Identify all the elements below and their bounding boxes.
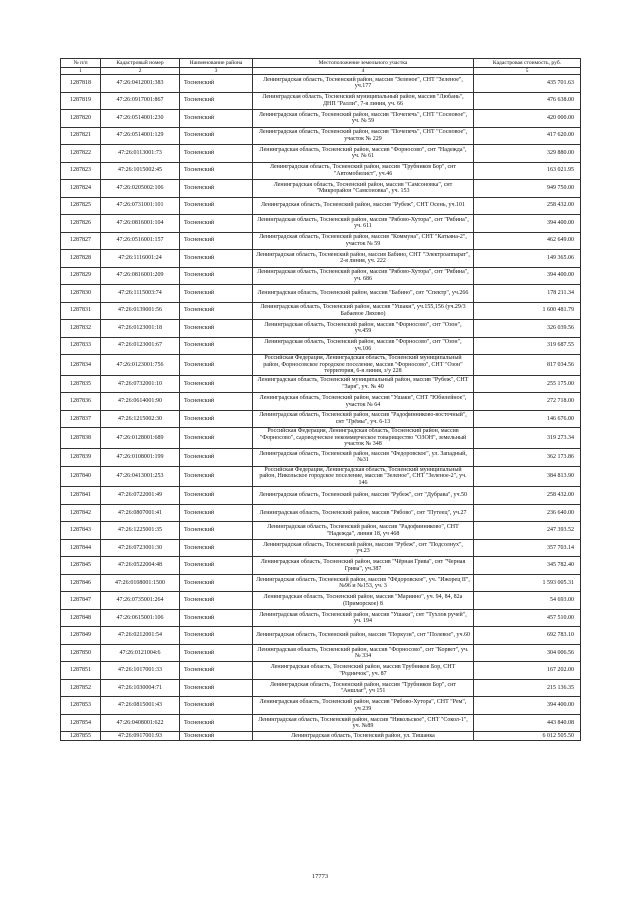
location-cell: Ленинградская область, Тосненский район, массив "Самсоновка", снт "Микрорайон "Самсоновка", уч. 153 xyxy=(253,180,474,198)
district-cell: Тосненский xyxy=(180,285,253,303)
cadastral-value-cell: 54 693.00 xyxy=(474,592,581,610)
district-cell: Тосненский xyxy=(180,215,253,233)
table-row xyxy=(61,320,581,338)
district-cell: Тосненский xyxy=(180,180,253,198)
cadastral-value-cell: 304 006.56 xyxy=(474,644,581,662)
cadastral-value-cell: 394 400.00 xyxy=(474,697,581,715)
row-number-cell: 1287820 xyxy=(61,110,101,128)
cadastral-number-cell: 47:26:0917001:867 xyxy=(101,92,180,110)
row-number-cell: 1287840 xyxy=(61,466,101,487)
location-cell: Ленинградская область, Тосненский район, массив "Рябово-Хутора", снт "Рябина", уч. 686 xyxy=(253,267,474,285)
district-cell: Тосненский xyxy=(180,557,253,575)
cadastral-number-cell: 47:26:1115003:74 xyxy=(101,285,180,303)
cadastral-value-cell: 692 783.10 xyxy=(474,627,581,645)
district-cell: Тосненский xyxy=(180,428,253,449)
location-cell: Ленинградская область, Тосненский район, массив "Чёрная Грива", снт "Черная Грива", уч.387 xyxy=(253,557,474,575)
district-cell: Тосненский xyxy=(180,592,253,610)
district-cell: Тосненский xyxy=(180,487,253,505)
cadastral-number-cell: 47:26:0514001:129 xyxy=(101,127,180,145)
row-number-cell: 1287839 xyxy=(61,449,101,467)
cadastral-number-cell: 47:26:0722001:49 xyxy=(101,487,180,505)
cadastral-value-cell: 255 175.00 xyxy=(474,375,581,393)
cadastral-number-cell: 47:26:0212001:54 xyxy=(101,627,180,645)
cadastral-number-cell: 47:26:0412001:383 xyxy=(101,75,180,93)
row-number-cell: 1287819 xyxy=(61,92,101,110)
cadastral-number-cell: 47:26:0614001:90 xyxy=(101,393,180,411)
cadastral-number-cell: 47:26:0514001:230 xyxy=(101,110,180,128)
row-number-cell: 1287855 xyxy=(61,732,101,741)
cadastral-value-cell: 258 432.00 xyxy=(474,197,581,215)
location-cell: Ленинградская область, Тосненский район, массив "Зеленое", СНТ "Зеленое", уч.177 xyxy=(253,75,474,93)
district-cell: Тосненский xyxy=(180,145,253,163)
location-cell: Российская Федерация, Ленинградская область, Тосненский муниципальный район, Форносовское городское поселение, массив "Форносово", СНТ "Озон" территория, 6-я линия, з/у 228 xyxy=(253,355,474,376)
cadastral-number-cell: 47:26:0123001:67 xyxy=(101,337,180,355)
location-cell: Ленинградская область, Тосненский район, массив "Форносово", снт "Озон", уч.106 xyxy=(253,337,474,355)
cadastral-value-cell: 1 600 481.79 xyxy=(474,302,581,320)
row-number-cell: 1287846 xyxy=(61,574,101,592)
column-number: 4 xyxy=(253,68,474,75)
location-cell: Ленинградская область, Тосненский район, массив "Трубников Бор", снт "Аншлаг", уч 151 xyxy=(253,679,474,697)
cadastral-number-cell: 47:26:0732001:10 xyxy=(101,375,180,393)
district-cell: Тосненский xyxy=(180,232,253,250)
row-number-cell: 1287843 xyxy=(61,522,101,540)
row-number-cell: 1287850 xyxy=(61,644,101,662)
district-cell: Тосненский xyxy=(180,732,253,741)
cadastral-value-cell: 817 034.56 xyxy=(474,355,581,376)
cadastral-number-cell: 47:26:0807001:41 xyxy=(101,504,180,522)
table-row xyxy=(61,232,581,250)
location-cell: Ленинградская область, Тосненский район, массив Бабино, СНТ "Электроаппарат", 2-я линия, уч. 222 xyxy=(253,250,474,268)
district-cell: Тосненский xyxy=(180,162,253,180)
row-number-cell: 1287845 xyxy=(61,557,101,575)
district-cell: Тосненский xyxy=(180,504,253,522)
cadastral-value-cell: 394 400.00 xyxy=(474,267,581,285)
table-row xyxy=(61,250,581,268)
district-cell: Тосненский xyxy=(180,539,253,557)
district-cell: Тосненский xyxy=(180,644,253,662)
district-cell: Тосненский xyxy=(180,267,253,285)
cadastral-value-cell: 319 273.34 xyxy=(474,428,581,449)
location-cell: Ленинградская область, Тосненский район, массив Трубников Бор, СНТ "Родничок", уч. 87 xyxy=(253,662,474,680)
district-cell: Тосненский xyxy=(180,393,253,411)
table-row xyxy=(61,714,581,732)
cadastral-value-cell: 149 365.06 xyxy=(474,250,581,268)
table-row xyxy=(61,428,581,449)
cadastral-value-cell: 247 393.52 xyxy=(474,522,581,540)
cadastral-number-cell: 47:26:0413001:253 xyxy=(101,466,180,487)
table-row xyxy=(61,557,581,575)
table-row xyxy=(61,375,581,393)
cadastral-number-cell: 47:26:0917001:93 xyxy=(101,732,180,741)
cadastral-value-cell: 435 701.63 xyxy=(474,75,581,93)
row-number-cell: 1287853 xyxy=(61,697,101,715)
cadastral-number-cell: 47:26:0516001:157 xyxy=(101,232,180,250)
location-cell: Ленинградская область, Тосненский район, массив "Фёдоровское", уч. "Ижорец II", №96 и №153, уч. 3 xyxy=(253,574,474,592)
cadastral-number-cell: 47:26:0816001:209 xyxy=(101,267,180,285)
location-cell: Российская Федерация, Ленинградская область, Тосненский муниципальный район, Никольское городское поселение, массив "Зеленое", СНТ "Зеленое-2", уч. 146 xyxy=(253,466,474,487)
row-number-cell: 1287823 xyxy=(61,162,101,180)
location-cell: Ленинградская область, Тосненский район, массив "Рябово-Хутора", СНТ "Рем", уч 239 xyxy=(253,697,474,715)
cadastral-number-cell: 47:26:0128001:689 xyxy=(101,428,180,449)
table-row xyxy=(61,92,581,110)
table-row xyxy=(61,449,581,467)
location-cell: Ленинградская область, Тосненский район, массив "Коммуна", СНТ "Катьяна-2", участок № 59 xyxy=(253,232,474,250)
table-row xyxy=(61,504,581,522)
cadastral-number-cell: 47:26:0123001:756 xyxy=(101,355,180,376)
cadastral-number-cell: 47:26:0139001:56 xyxy=(101,302,180,320)
table-row xyxy=(61,574,581,592)
row-number-cell: 1287821 xyxy=(61,127,101,145)
column-number: 1 xyxy=(61,68,101,75)
cadastral-value-cell: 462 649.00 xyxy=(474,232,581,250)
table-body xyxy=(61,75,581,741)
cadastral-value-cell: 357 703.14 xyxy=(474,539,581,557)
location-cell: Ленинградская область, Тосненский район, массив "Рябово", снт "Путеец", уч.27 xyxy=(253,504,474,522)
cadastral-value-cell: 420 000.00 xyxy=(474,110,581,128)
table-row xyxy=(61,592,581,610)
district-cell: Тосненский xyxy=(180,679,253,697)
location-cell: Ленинградская область, Тосненский район, массив "Форносово", снт "Надежда", уч. № 61 xyxy=(253,145,474,163)
location-cell: Ленинградская область, Тосненский район, массив "Ушаки", СНТ "Юбилейное", участок № 64 xyxy=(253,393,474,411)
row-number-cell: 1287851 xyxy=(61,662,101,680)
district-cell: Тосненский xyxy=(180,320,253,338)
header-location: Местоположение земельного участка xyxy=(253,59,474,68)
location-cell: Ленинградская область, Тосненский район, массив "Поркузи", снт "Полевое", уч.60 xyxy=(253,627,474,645)
cadastral-value-cell: 384 813.90 xyxy=(474,466,581,487)
district-cell: Тосненский xyxy=(180,466,253,487)
table-row xyxy=(61,302,581,320)
cadastral-table xyxy=(60,58,581,741)
row-number-cell: 1287834 xyxy=(61,355,101,376)
cadastral-number-cell: 47:26:0123001:18 xyxy=(101,320,180,338)
cadastral-number-cell: 47:26:0815001:43 xyxy=(101,697,180,715)
row-number-cell: 1287838 xyxy=(61,428,101,449)
cadastral-number-cell: 47:26:0121004:6 xyxy=(101,644,180,662)
table-row xyxy=(61,180,581,198)
row-number-cell: 1287822 xyxy=(61,145,101,163)
table-row xyxy=(61,679,581,697)
header-row-number: № п/п xyxy=(61,59,101,68)
location-cell: Ленинградская область, Тосненский район, массив "Почепечь", СНТ "Сосновое", уч. № 59 xyxy=(253,110,474,128)
location-cell: Ленинградская область, Тосненский район, массив "Бабино", снт "Спектр", уч.266 xyxy=(253,285,474,303)
table-row xyxy=(61,337,581,355)
table-row xyxy=(61,162,581,180)
row-number-cell: 1287829 xyxy=(61,267,101,285)
district-cell: Тосненский xyxy=(180,302,253,320)
table-row xyxy=(61,410,581,428)
header-district: Наименование района xyxy=(180,59,253,68)
cadastral-value-cell: 394 400.00 xyxy=(474,215,581,233)
location-cell: Ленинградская область, Тосненский район, массив "Ушаки", снт "Тухлов ручей", уч. 194 xyxy=(253,609,474,627)
table-row xyxy=(61,627,581,645)
district-cell: Тосненский xyxy=(180,714,253,732)
district-cell: Тосненский xyxy=(180,375,253,393)
location-cell: Ленинградская область, Тосненский район, ул. Тишанка xyxy=(253,732,474,741)
district-cell: Тосненский xyxy=(180,75,253,93)
table-row xyxy=(61,466,581,487)
district-cell: Тосненский xyxy=(180,609,253,627)
location-cell: Ленинградская область, Тосненский район, массив "Ушаки", уч.155,156 (уч.29/3 Бабаевое Ляхово) xyxy=(253,302,474,320)
row-number-cell: 1287841 xyxy=(61,487,101,505)
cadastral-value-cell: 476 638.00 xyxy=(474,92,581,110)
row-number-cell: 1287826 xyxy=(61,215,101,233)
column-number: 2 xyxy=(101,68,180,75)
location-cell: Ленинградская область, Тосненский муниципальный район, массив "Рубеж", СНТ "Заря", уч. № 40 xyxy=(253,375,474,393)
location-cell: Ленинградская область, Тосненский район, массив "Никольское", СНТ "Сокол-1", уч. №89 xyxy=(253,714,474,732)
location-cell: Ленинградская область, Тосненский район, массив "Федоровское", ул. Западный, №31 xyxy=(253,449,474,467)
location-cell: Ленинградская область, Тосненский район, массив "Радофинниково", СНТ "Надежда", линия 18, уч 468 xyxy=(253,522,474,540)
table-row xyxy=(61,215,581,233)
row-number-cell: 1287848 xyxy=(61,609,101,627)
cadastral-number-cell: 47:26:0723001:30 xyxy=(101,539,180,557)
header-cadastral-number: Кадастровый номер xyxy=(101,59,180,68)
cadastral-value-cell: 457 510.00 xyxy=(474,609,581,627)
table-row xyxy=(61,197,581,215)
header-cadastral-value: Кадастровая стоимость, руб. xyxy=(474,59,581,68)
cadastral-number-cell: 47:26:0408001:622 xyxy=(101,714,180,732)
row-number-cell: 1287830 xyxy=(61,285,101,303)
row-number-cell: 1287837 xyxy=(61,410,101,428)
table-row xyxy=(61,110,581,128)
table-row xyxy=(61,145,581,163)
cadastral-value-cell: 949 750.00 xyxy=(474,180,581,198)
table-row xyxy=(61,355,581,376)
cadastral-value-cell: 362 173.86 xyxy=(474,449,581,467)
row-number-cell: 1287824 xyxy=(61,180,101,198)
location-cell: Ленинградская область, Тосненский район, массив "Мариино", уч. 94, 84, 82а (Приморское) 8 xyxy=(253,592,474,610)
location-cell: Ленинградская область, Тосненский район, массив "Почепечь", СНТ "Сосновое", участок № 229 xyxy=(253,127,474,145)
column-number: 5 xyxy=(474,68,581,75)
row-number-cell: 1287836 xyxy=(61,393,101,411)
location-cell: Ленинградская область, Тосненский район, массив "Трубников Бор", снт "Автомобилист", уч.46 xyxy=(253,162,474,180)
district-cell: Тосненский xyxy=(180,574,253,592)
cadastral-value-cell: 258 432.00 xyxy=(474,487,581,505)
row-number-cell: 1287825 xyxy=(61,197,101,215)
cadastral-number-cell: 47:26:0731001:101 xyxy=(101,197,180,215)
district-cell: Тосненский xyxy=(180,662,253,680)
row-number-cell: 1287831 xyxy=(61,302,101,320)
district-cell: Тосненский xyxy=(180,355,253,376)
cadastral-value-cell: 215 136.35 xyxy=(474,679,581,697)
cadastral-value-cell: 326 039.56 xyxy=(474,320,581,338)
location-cell: Ленинградская область, Тосненский муниципальный район, массив "Любань", ДНП "Ралли", 7-я линия, уч. 66 xyxy=(253,92,474,110)
cadastral-value-cell: 272 718.00 xyxy=(474,393,581,411)
district-cell: Тосненский xyxy=(180,197,253,215)
cadastral-number-cell: 47:26:1116001:24 xyxy=(101,250,180,268)
cadastral-number-cell: 47:26:1017001:33 xyxy=(101,662,180,680)
cadastral-number-cell: 47:26:0816001:104 xyxy=(101,215,180,233)
row-number-cell: 1287832 xyxy=(61,320,101,338)
location-cell: Ленинградская область, Тосненский район, массив "Рубеж", снт "Подсолнух", уч.23 xyxy=(253,539,474,557)
cadastral-value-cell: 163 021.95 xyxy=(474,162,581,180)
table-row xyxy=(61,732,581,741)
cadastral-value-cell: 178 211.34 xyxy=(474,285,581,303)
row-number-cell: 1287849 xyxy=(61,627,101,645)
cadastral-value-cell: 146 676.00 xyxy=(474,410,581,428)
location-cell: Ленинградская область, Тосненский район, массив "Форносово", снт "Озон", уч.459 xyxy=(253,320,474,338)
document-sheet xyxy=(60,58,580,741)
column-number: 3 xyxy=(180,68,253,75)
cadastral-value-cell: 1 593 005.31 xyxy=(474,574,581,592)
location-cell: Ленинградская область, Тосненский район, массив "Радофинниково-восточный", снт "Грёмы", уч. 6-13 xyxy=(253,410,474,428)
cadastral-number-cell: 47:26:1215002:30 xyxy=(101,410,180,428)
cadastral-number-cell: 47:26:0205002:106 xyxy=(101,180,180,198)
cadastral-value-cell: 6 012 505.50 xyxy=(474,732,581,741)
district-cell: Тосненский xyxy=(180,522,253,540)
location-cell: Ленинградская область, Тосненский район, массив "Форносово", снт "Корвет", уч.№ 334 xyxy=(253,644,474,662)
table-row xyxy=(61,522,581,540)
row-number-cell: 1287842 xyxy=(61,504,101,522)
district-cell: Тосненский xyxy=(180,337,253,355)
district-cell: Тосненский xyxy=(180,449,253,467)
table-row xyxy=(61,267,581,285)
table-row xyxy=(61,662,581,680)
cadastral-number-cell: 47:26:0108001:199 xyxy=(101,449,180,467)
row-number-cell: 1287847 xyxy=(61,592,101,610)
district-cell: Тосненский xyxy=(180,697,253,715)
table-row xyxy=(61,697,581,715)
table-row xyxy=(61,609,581,627)
district-cell: Тосненский xyxy=(180,92,253,110)
location-cell: Ленинградская область, Тосненский район, массив "Рубеж", снт "Дубрава", уч.50 xyxy=(253,487,474,505)
cadastral-value-cell: 417 620.00 xyxy=(474,127,581,145)
district-cell: Тосненский xyxy=(180,627,253,645)
page-number: 17773 xyxy=(311,873,329,880)
cadastral-value-cell: 443 840.08 xyxy=(474,714,581,732)
cadastral-number-cell: 47:26:1015002:45 xyxy=(101,162,180,180)
cadastral-number-cell: 47:26:1225001:35 xyxy=(101,522,180,540)
row-number-cell: 1287827 xyxy=(61,232,101,250)
column-number-row xyxy=(61,68,581,75)
cadastral-number-cell: 47:26:0108001:1500 xyxy=(101,574,180,592)
cadastral-number-cell: 47:26:1030004:71 xyxy=(101,679,180,697)
cadastral-value-cell: 167 202.00 xyxy=(474,662,581,680)
row-number-cell: 1287818 xyxy=(61,75,101,93)
row-number-cell: 1287844 xyxy=(61,539,101,557)
table-row xyxy=(61,487,581,505)
row-number-cell: 1287835 xyxy=(61,375,101,393)
cadastral-number-cell: 47:26:0113001:73 xyxy=(101,145,180,163)
location-cell: Ленинградская область, Тосненский район, массив "Рябово-Хутора", снт "Рябина", уч. 611 xyxy=(253,215,474,233)
row-number-cell: 1287828 xyxy=(61,250,101,268)
table-row xyxy=(61,393,581,411)
district-cell: Тосненский xyxy=(180,127,253,145)
table-row xyxy=(61,285,581,303)
row-number-cell: 1287852 xyxy=(61,679,101,697)
district-cell: Тосненский xyxy=(180,110,253,128)
location-cell: Российская Федерация, Ленинградская область, Тосненский район, массив "Форносово", садоводческое некоммерческое товарищество "ОЗОН", земельный участок № 348 xyxy=(253,428,474,449)
cadastral-value-cell: 319 687.55 xyxy=(474,337,581,355)
district-cell: Тосненский xyxy=(180,250,253,268)
table-header-row xyxy=(61,59,581,68)
district-cell: Тосненский xyxy=(180,410,253,428)
cadastral-value-cell: 236 640.00 xyxy=(474,504,581,522)
table-row xyxy=(61,75,581,93)
table-row xyxy=(61,644,581,662)
cadastral-number-cell: 47:26:0615001:106 xyxy=(101,609,180,627)
cadastral-value-cell: 345 782.40 xyxy=(474,557,581,575)
table-row xyxy=(61,539,581,557)
cadastral-number-cell: 47:26:0735001:264 xyxy=(101,592,180,610)
cadastral-value-cell: 329 880.00 xyxy=(474,145,581,163)
row-number-cell: 1287854 xyxy=(61,714,101,732)
row-number-cell: 1287833 xyxy=(61,337,101,355)
table-row xyxy=(61,127,581,145)
location-cell: Ленинградская область, Тосненский район, массив "Рубеж", СНТ Осень, уч.101 xyxy=(253,197,474,215)
cadastral-number-cell: 47:26:0522004:48 xyxy=(101,557,180,575)
